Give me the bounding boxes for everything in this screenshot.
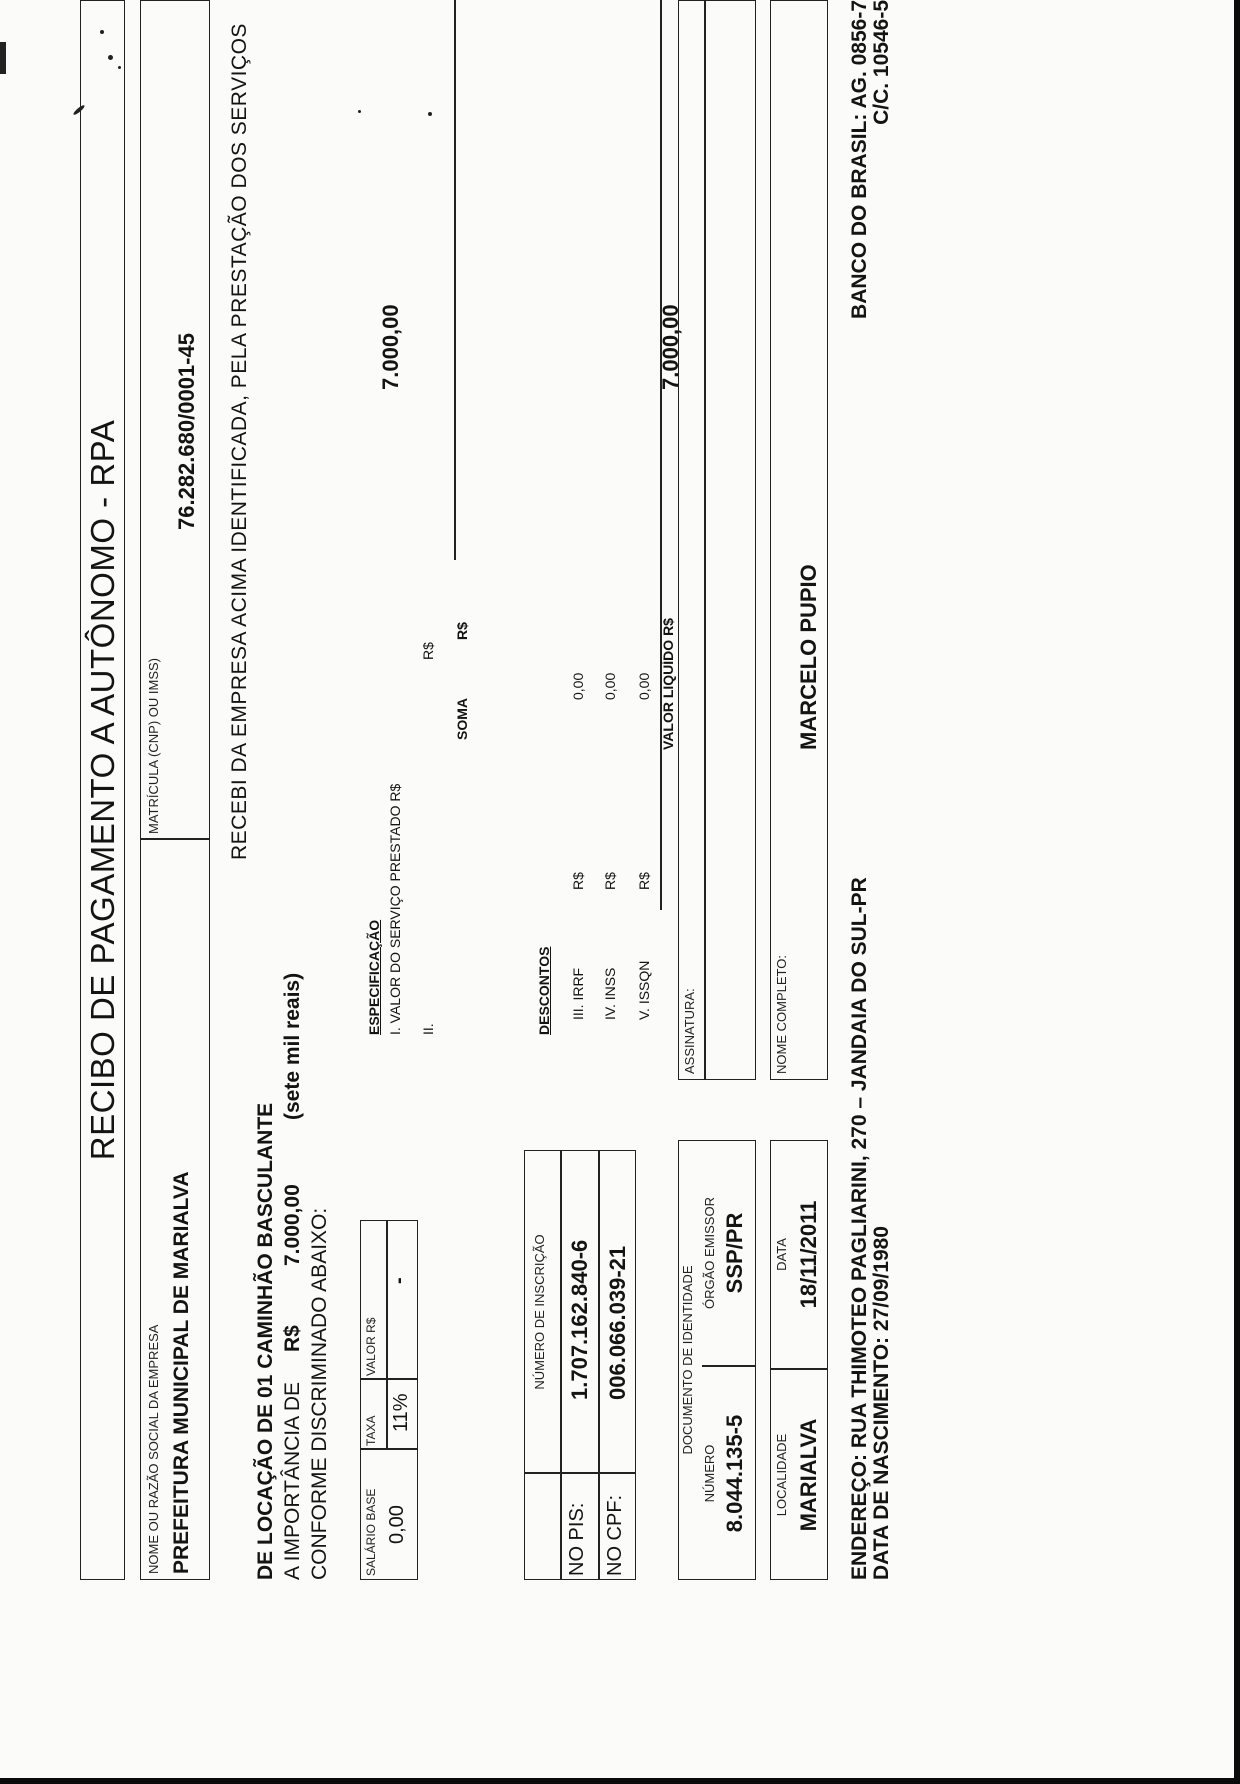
desconto-issqn-label: V. ISSQN [636, 960, 652, 1020]
localidade-label: LOCALIDADE [774, 1433, 789, 1517]
identidade-header: DOCUMENTO DE IDENTIDADE [680, 1265, 695, 1455]
identidade-orgao: SSP/PR [722, 1212, 747, 1294]
rodape-endereco: ENDEREÇO: RUA THIMOTEO PAGLIARINI, 270 – JANDAIA DO SUL-PR [848, 877, 871, 1580]
scan-speck [0, 42, 6, 74]
empresa-matricula-label: MATRÍCULA (CNP) OU IMSS) [146, 658, 161, 834]
desconto-irrf-currency: R$ [570, 872, 586, 890]
assinatura-h [704, 0, 706, 1080]
nome-completo: MARCELO PUPIO [796, 564, 821, 750]
salario-divider-1 [360, 1449, 418, 1451]
desconto-irrf-label: III. IRRF [570, 967, 586, 1020]
declaracao-linha1: RECEBI DA EMPRESA ACIMA IDENTIFICADA, PELA PRESTAÇÃO DOS SERVIÇOS [228, 23, 251, 860]
liquido-valor: 7.000,00 [658, 304, 683, 390]
localidade: MARIALVA [796, 1418, 821, 1532]
inscricao-h2 [598, 1150, 600, 1580]
assinatura-label: ASSINATURA: [682, 988, 697, 1074]
inscricao-cpf: 006.066.039-21 [605, 1245, 630, 1400]
empresa-nome-label: NOME OU RAZÃO SOCIAL DA EMPRESA [146, 1324, 161, 1574]
assinatura-box [678, 0, 756, 1080]
liquido-rule [660, 0, 662, 910]
declaracao-por-extenso: (sete mil reais) [281, 972, 304, 1120]
salario-divider-2 [360, 1379, 418, 1381]
page-title: RECIBO DE PAGAMENTO A AUTÔNOMO - RPA [84, 419, 121, 1161]
especificacao-soma-currency: R$ [454, 622, 470, 640]
declaracao-currency: R$ [281, 1325, 304, 1352]
salario-divider-v [386, 1220, 388, 1450]
receipt-document [80, 0, 1140, 1580]
especificacao-item1-valor: 7.000,00 [378, 304, 403, 390]
inscricao-pis: 1.707.162.840-6 [567, 1239, 592, 1400]
data: 18/11/2011 [796, 1200, 821, 1309]
salario-taxa-valor: 11% [390, 1393, 412, 1432]
liquido-label: VALOR LIQUÍDO R$ [660, 618, 676, 750]
salario-valor-label: VALOR R$ [364, 1317, 378, 1376]
nome-completo-label: NOME COMPLETO: [774, 955, 789, 1074]
rodape-banco: BANCO DO BRASIL: AG. 0856-7 [848, 0, 871, 319]
desconto-issqn-currency: R$ [636, 872, 652, 890]
desconto-inss-label: IV. INSS [602, 967, 618, 1020]
desconto-inss-valor: 0,00 [602, 672, 618, 700]
especificacao-item2: II. [420, 1023, 436, 1035]
especificacao-item1: I. VALOR DO SERVIÇO PRESTADO R$ [387, 783, 403, 1035]
rodape-nascimento: DATA DE NASCIMENTO: 27/09/1980 [870, 1226, 893, 1580]
soma-rule [454, 0, 456, 560]
declaracao-linha2: DE LOCAÇÃO DE 01 CAMINHÃO BASCULANTE [254, 1102, 277, 1580]
identidade-numero-label: NÚMERO [702, 1444, 717, 1503]
salario-taxa-label: TAXA [364, 1415, 378, 1446]
inscricao-pis-label: NO PIS: [566, 1502, 588, 1576]
declaracao-valor: 7.000,00 [281, 1184, 304, 1266]
inscricao-h1 [560, 1150, 562, 1580]
salario-base-valor: 0,00 [386, 1505, 408, 1544]
empresa-divider [140, 839, 210, 841]
nome-completo-box [770, 0, 828, 1080]
salario-base-label: SALÁRIO BASE [364, 1488, 378, 1576]
rodape-conta: C/C. 10546-5 [870, 0, 893, 125]
data-label: DATA [774, 1238, 789, 1271]
especificacao-heading: ESPECIFICAÇÃO [366, 919, 382, 1035]
declaracao-importancia-prefix: A IMPORTÂNCIA DE [281, 1382, 304, 1580]
salario-valor-valor: - [388, 1277, 410, 1284]
inscricao-header: NÚMERO DE INSCRIÇÃO [532, 1234, 547, 1390]
identidade-orgao-label: ÓRGÃO EMISSOR [702, 1197, 717, 1309]
empresa-matricula: 76.282.680/0001-45 [174, 333, 199, 530]
desconto-issqn-valor: 0,00 [636, 672, 652, 700]
empresa-nome: PREFEITURA MUNICIPAL DE MARIALVA [170, 1171, 193, 1574]
desconto-irrf-valor: 0,00 [570, 672, 586, 700]
identidade-numero: 8.044.135-5 [722, 1414, 747, 1533]
declaracao-linha4: CONFORME DISCRIMINADO ABAIXO: [308, 1207, 331, 1580]
especificacao-item2-currency: R$ [420, 642, 436, 660]
desconto-inss-currency: R$ [602, 872, 618, 890]
inscricao-cpf-label: NO CPF: [604, 1494, 626, 1576]
descontos-heading: DESCONTOS [536, 946, 552, 1035]
especificacao-soma-label: SOMA [454, 698, 470, 740]
